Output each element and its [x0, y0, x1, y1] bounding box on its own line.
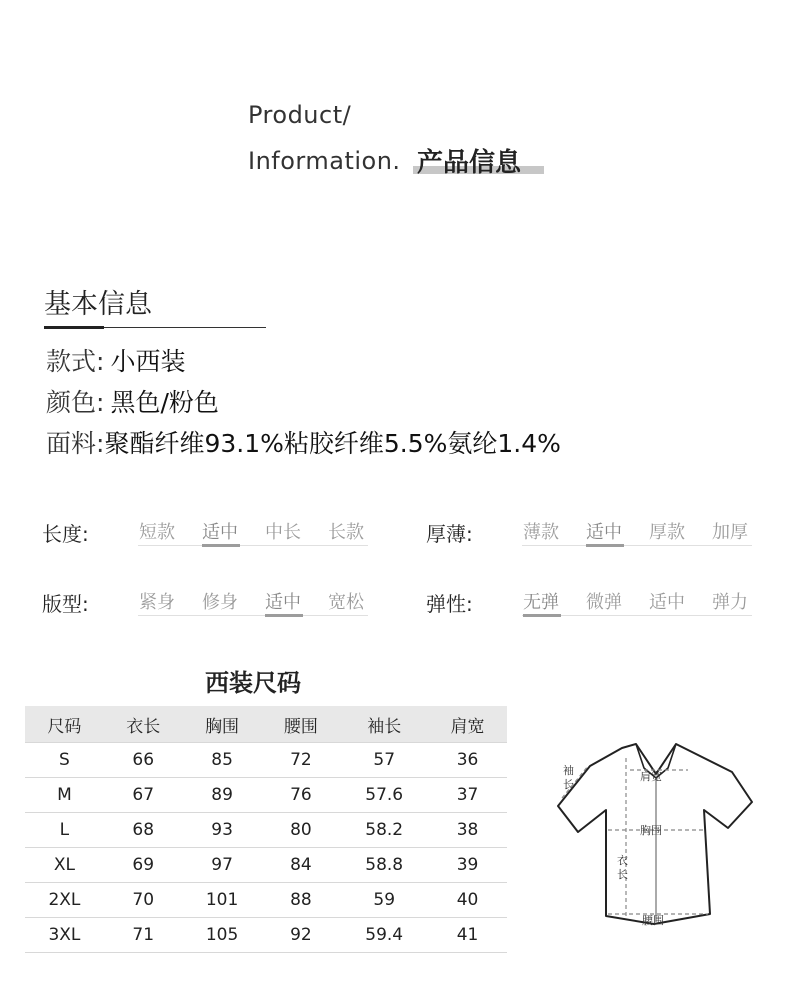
attr-thickness-underline	[586, 544, 624, 547]
cell: 59.4	[340, 918, 428, 953]
info-value: 聚酯纤维93.1%粘胶纤维5.5%氨纶1.4%	[104, 429, 561, 458]
table-row	[25, 848, 507, 883]
cell: 97	[183, 848, 262, 883]
diagram-label-shoulder: 肩宽	[640, 770, 662, 783]
diagram-label-waist: 腰围	[642, 914, 664, 927]
diagram-label-sleeve-2: 长	[563, 778, 574, 791]
diagram-label-length-2: 长	[617, 868, 628, 881]
cell: 101	[183, 883, 262, 918]
cell: 85	[183, 743, 262, 778]
cell: 92	[261, 918, 340, 953]
attr-length-option: 长款	[328, 522, 364, 543]
attr-length-option: 短款	[139, 522, 175, 543]
cell: 66	[104, 743, 183, 778]
cell: 37	[428, 778, 507, 813]
info-label: 颜色:	[46, 388, 105, 417]
attr-fit-option: 修身	[202, 592, 238, 613]
info-label: 款式:	[46, 347, 105, 376]
cell: 57.6	[340, 778, 428, 813]
cell: 40	[428, 883, 507, 918]
attr-fit-option: 宽松	[328, 592, 364, 613]
header-en-line2: Information.	[248, 147, 401, 175]
header-cell: 胸围	[183, 706, 262, 743]
table-row	[25, 813, 507, 848]
cell: 72	[261, 743, 340, 778]
info-row-color	[46, 383, 219, 419]
diagram-label-length-1: 衣	[617, 854, 628, 867]
attr-elasticity-label: 弹性:	[426, 592, 473, 616]
cell: 3XL	[25, 918, 104, 953]
size-table-header-row	[25, 706, 507, 743]
attr-elasticity-option: 微弹	[586, 592, 622, 613]
cell: 84	[261, 848, 340, 883]
cell: 76	[261, 778, 340, 813]
table-row	[25, 743, 507, 778]
cell: 89	[183, 778, 262, 813]
cell: S	[25, 743, 104, 778]
attr-thickness-track	[522, 545, 752, 546]
attr-fit-option: 紧身	[139, 592, 175, 613]
attr-elasticity-option: 弹力	[712, 592, 748, 613]
header-cell: 衣长	[104, 706, 183, 743]
attr-thickness-option: 薄款	[523, 522, 559, 543]
info-label: 面料:	[46, 429, 105, 458]
cell: M	[25, 778, 104, 813]
diagram-label-chest: 胸围	[640, 824, 662, 837]
cell: 68	[104, 813, 183, 848]
cell: XL	[25, 848, 104, 883]
size-table	[25, 706, 507, 953]
cell: 70	[104, 883, 183, 918]
attr-length-label: 长度:	[42, 522, 89, 546]
basic-info-accent	[44, 326, 104, 329]
attr-thickness-option-selected: 适中	[586, 522, 622, 543]
basic-info-title: 基本信息	[44, 289, 152, 320]
attr-fit-track	[138, 615, 368, 616]
header-cell: 袖长	[340, 706, 428, 743]
header-en-line1: Product/	[248, 101, 352, 129]
garment-diagram	[548, 738, 763, 933]
cell: L	[25, 813, 104, 848]
header-cell: 腰围	[261, 706, 340, 743]
diagram-label-sleeve-1: 袖	[563, 764, 574, 777]
cell: 67	[104, 778, 183, 813]
cell: 88	[261, 883, 340, 918]
table-row	[25, 918, 507, 953]
cell: 58.2	[340, 813, 428, 848]
cell: 57	[340, 743, 428, 778]
attr-fit-underline	[265, 614, 303, 617]
size-table-title: 西装尺码	[205, 669, 301, 697]
cell: 71	[104, 918, 183, 953]
attr-thickness-option: 厚款	[649, 522, 685, 543]
cell: 69	[104, 848, 183, 883]
table-row	[25, 778, 507, 813]
header-cell: 尺码	[25, 706, 104, 743]
attr-elasticity-underline	[523, 614, 561, 617]
cell: 39	[428, 848, 507, 883]
info-row-fabric	[46, 424, 561, 460]
table-row	[25, 883, 507, 918]
attr-thickness-label: 厚薄:	[426, 522, 473, 546]
cell: 105	[183, 918, 262, 953]
info-value: 小西装	[110, 347, 186, 376]
attr-thickness-option: 加厚	[712, 522, 748, 543]
info-value: 黑色/粉色	[110, 388, 219, 417]
header-cn-title: 产品信息	[417, 148, 522, 178]
attr-elasticity-option: 适中	[649, 592, 685, 613]
cell: 80	[261, 813, 340, 848]
attr-fit-label: 版型:	[42, 592, 89, 616]
cell: 36	[428, 743, 507, 778]
attr-length-option-selected: 适中	[202, 522, 238, 543]
cell: 2XL	[25, 883, 104, 918]
cell: 59	[340, 883, 428, 918]
cell: 38	[428, 813, 507, 848]
attr-elasticity-option-selected: 无弹	[523, 592, 559, 613]
attr-length-option: 中长	[265, 522, 301, 543]
attr-fit-option-selected: 适中	[265, 592, 301, 613]
header-cn-block	[413, 142, 545, 176]
attr-length-track	[138, 545, 368, 546]
cell: 93	[183, 813, 262, 848]
attr-length-underline	[202, 544, 240, 547]
cell: 41	[428, 918, 507, 953]
cell: 58.8	[340, 848, 428, 883]
header-cell: 肩宽	[428, 706, 507, 743]
info-row-style	[46, 342, 185, 378]
